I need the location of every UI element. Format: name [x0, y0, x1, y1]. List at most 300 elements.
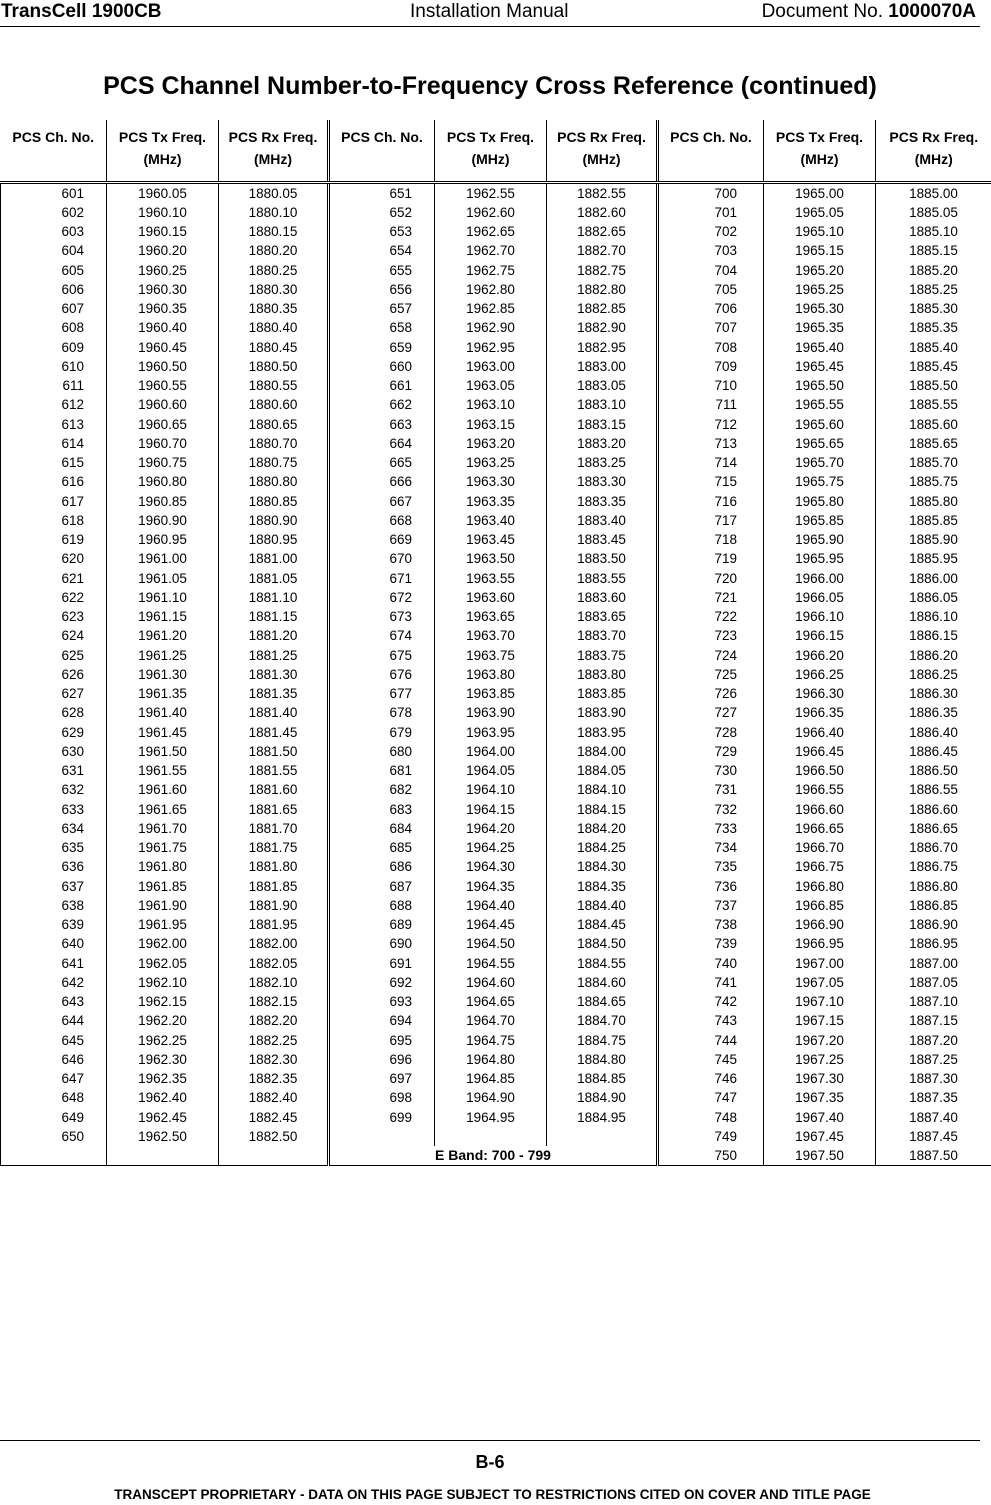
table-row [1, 492, 991, 511]
table-cell: 1880.35 [219, 299, 329, 318]
table-cell: 1883.95 [547, 723, 658, 742]
table-header-row [1, 120, 991, 182]
table-cell: 1883.60 [547, 588, 658, 607]
table-cell: 1961.00 [107, 549, 219, 568]
table-cell: 722 [658, 607, 764, 626]
table-cell: 1964.55 [435, 954, 547, 973]
table-cell: 1882.60 [547, 203, 658, 222]
table-cell: 1961.55 [107, 761, 219, 780]
table-row [1, 1050, 991, 1069]
table-cell: 639 [1, 915, 107, 934]
table-cell: 1880.90 [219, 511, 329, 530]
table-row [1, 453, 991, 472]
table-cell: 749 [658, 1127, 764, 1146]
table-cell: 1884.25 [547, 838, 658, 857]
table-cell: 614 [1, 434, 107, 453]
table-cell: 1882.05 [219, 954, 329, 973]
table-cell: 1967.15 [764, 1011, 876, 1030]
table-cell: 672 [329, 588, 435, 607]
table-cell: 724 [658, 646, 764, 665]
product-name: TransCell 1900CB [1, 1, 162, 22]
table-cell: 1885.65 [876, 434, 991, 453]
table-cell: 731 [658, 780, 764, 799]
table-cell: 1886.65 [876, 819, 991, 838]
column-header [219, 120, 329, 182]
table-cell: 1962.05 [107, 954, 219, 973]
table-cell: 692 [329, 973, 435, 992]
table-cell: 1886.50 [876, 761, 991, 780]
page-header [0, 0, 980, 27]
table-cell: 1887.20 [876, 1031, 991, 1050]
table-row [1, 838, 991, 857]
table-cell: 623 [1, 607, 107, 626]
table-cell: 664 [329, 434, 435, 453]
table-row [1, 569, 991, 588]
table-cell: 1883.75 [547, 646, 658, 665]
table-cell: 1962.85 [435, 299, 547, 318]
table-cell: 1881.30 [219, 665, 329, 684]
table-cell: 1880.50 [219, 357, 329, 376]
table-cell: 1885.35 [876, 318, 991, 337]
table-cell: 665 [329, 453, 435, 472]
table-cell: 1887.10 [876, 992, 991, 1011]
table-row [1, 934, 991, 953]
table-cell: 703 [658, 241, 764, 260]
table-cell: 700 [658, 182, 764, 203]
table-cell: 1882.75 [547, 261, 658, 280]
table-cell: 738 [658, 915, 764, 934]
table-cell: 1964.20 [435, 819, 547, 838]
table-cell: 1965.95 [764, 549, 876, 568]
table-cell: 1881.60 [219, 780, 329, 799]
table-cell: 1886.75 [876, 857, 991, 876]
table-cell: 1966.55 [764, 780, 876, 799]
column-header-unit: (MHz) [800, 151, 839, 167]
table-cell: 735 [658, 857, 764, 876]
table-cell: 1962.75 [435, 261, 547, 280]
table-cell: 1962.30 [107, 1050, 219, 1069]
table-cell: 1963.15 [435, 415, 547, 434]
table-cell: 1967.30 [764, 1069, 876, 1088]
table-cell: 1967.50 [764, 1146, 876, 1166]
table-cell: 1886.00 [876, 569, 991, 588]
table-cell: 1964.50 [435, 934, 547, 953]
table-cell: 1883.30 [547, 472, 658, 491]
table-cell: 741 [658, 973, 764, 992]
table-cell: 1880.15 [219, 222, 329, 241]
table-cell: 689 [329, 915, 435, 934]
table-cell: 716 [658, 492, 764, 511]
table-body [1, 182, 991, 1166]
table-cell: 1963.90 [435, 703, 547, 722]
table-cell: 1883.55 [547, 569, 658, 588]
table-cell: 1960.60 [107, 395, 219, 414]
table-cell: 1882.45 [219, 1108, 329, 1127]
table-cell: 659 [329, 338, 435, 357]
table-cell: 1886.15 [876, 626, 991, 645]
table-cell: 1963.55 [435, 569, 547, 588]
table-cell: 739 [658, 934, 764, 953]
table-cell: 627 [1, 684, 107, 703]
table-cell: 729 [658, 742, 764, 761]
table-cell: 1964.00 [435, 742, 547, 761]
table-cell: 709 [658, 357, 764, 376]
table-cell: 1964.15 [435, 800, 547, 819]
table-cell: 1962.40 [107, 1088, 219, 1107]
table-cell: 743 [658, 1011, 764, 1030]
table-cell: 1883.90 [547, 703, 658, 722]
table-row [1, 723, 991, 742]
table-cell: 684 [329, 819, 435, 838]
doc-number-label: Document No. [761, 1, 884, 22]
table-cell: 688 [329, 896, 435, 915]
table-cell: 1884.10 [547, 780, 658, 799]
table-cell: 717 [658, 511, 764, 530]
table-cell: 1884.40 [547, 896, 658, 915]
column-header-label: PCS Tx Freq. [118, 129, 207, 145]
table-cell: 653 [329, 222, 435, 241]
table-row [1, 395, 991, 414]
table-cell: 1887.30 [876, 1069, 991, 1088]
table-cell: 612 [1, 395, 107, 414]
table-cell: 1880.70 [219, 434, 329, 453]
table-cell: 1961.80 [107, 857, 219, 876]
table-cell: 1884.15 [547, 800, 658, 819]
table-cell: 696 [329, 1050, 435, 1069]
table-cell: 1962.60 [435, 203, 547, 222]
column-header-unit: (MHz) [143, 151, 182, 167]
table-cell: 646 [1, 1050, 107, 1069]
table-cell: 1965.15 [764, 241, 876, 260]
table-cell: 651 [329, 182, 435, 203]
table-cell: 694 [329, 1011, 435, 1030]
table-cell: 708 [658, 338, 764, 357]
table-cell: 632 [1, 780, 107, 799]
column-header [658, 120, 764, 182]
table-cell: 1887.35 [876, 1088, 991, 1107]
table-cell: 622 [1, 588, 107, 607]
table-cell: 677 [329, 684, 435, 703]
table-cell: 1963.30 [435, 472, 547, 491]
table-cell: 1963.00 [435, 357, 547, 376]
table-cell: 1885.20 [876, 261, 991, 280]
table-cell: 1963.05 [435, 376, 547, 395]
table-cell: 740 [658, 954, 764, 973]
table-cell: 1885.55 [876, 395, 991, 414]
table-cell: 1960.90 [107, 511, 219, 530]
page-number: B-6 [475, 1452, 505, 1472]
table-row [1, 626, 991, 645]
table-row [1, 376, 991, 395]
table-cell: 1960.55 [107, 376, 219, 395]
column-header [876, 120, 991, 182]
table-row [1, 280, 991, 299]
table-row [1, 1127, 991, 1146]
table-cell: 1963.70 [435, 626, 547, 645]
table-cell: 1884.30 [547, 857, 658, 876]
table-cell: 1880.30 [219, 280, 329, 299]
table-row [1, 434, 991, 453]
table-row [1, 819, 991, 838]
table-cell [329, 1127, 435, 1146]
table-cell: 679 [329, 723, 435, 742]
table-row [1, 549, 991, 568]
table-cell: 1963.25 [435, 453, 547, 472]
table-cell: 1962.80 [435, 280, 547, 299]
table-cell: 676 [329, 665, 435, 684]
table-cell: 660 [329, 357, 435, 376]
table-cell: 723 [658, 626, 764, 645]
table-cell: 681 [329, 761, 435, 780]
table-cell: 1881.70 [219, 819, 329, 838]
table-cell: 1884.05 [547, 761, 658, 780]
column-header-label: PCS Tx Freq. [446, 129, 535, 145]
table-cell: 1886.30 [876, 684, 991, 703]
table-row [1, 857, 991, 876]
table-cell: 1961.75 [107, 838, 219, 857]
table-cell: 1964.05 [435, 761, 547, 780]
table-cell: 705 [658, 280, 764, 299]
table-cell: 1963.75 [435, 646, 547, 665]
table-cell: 1882.55 [547, 182, 658, 203]
table-cell: 1880.85 [219, 492, 329, 511]
table-cell: 1881.80 [219, 857, 329, 876]
table-cell: 624 [1, 626, 107, 645]
table-cell: 608 [1, 318, 107, 337]
table-cell: 1884.55 [547, 954, 658, 973]
table-cell: 609 [1, 338, 107, 357]
column-header [1, 120, 107, 182]
table-row [1, 646, 991, 665]
table-cell: 1960.15 [107, 222, 219, 241]
table-cell: 1885.25 [876, 280, 991, 299]
table-cell: 1965.90 [764, 530, 876, 549]
table-cell: 1964.45 [435, 915, 547, 934]
table-cell: 1963.95 [435, 723, 547, 742]
table-cell: 1886.55 [876, 780, 991, 799]
table-cell: 1963.45 [435, 530, 547, 549]
table-cell: 654 [329, 241, 435, 260]
table-cell: 1963.60 [435, 588, 547, 607]
table-row [1, 742, 991, 761]
table-row [1, 877, 991, 896]
table-cell: 1966.35 [764, 703, 876, 722]
table-cell: 1884.20 [547, 819, 658, 838]
table-cell: 695 [329, 1031, 435, 1050]
table-row [1, 992, 991, 1011]
table-cell: 1882.50 [219, 1127, 329, 1146]
table-cell: 1884.75 [547, 1031, 658, 1050]
table-cell [1, 1146, 107, 1166]
table-cell: 601 [1, 182, 107, 203]
table-row [1, 261, 991, 280]
table-cell: 603 [1, 222, 107, 241]
table-cell: 1887.25 [876, 1050, 991, 1069]
table-cell: 747 [658, 1088, 764, 1107]
table-cell: 1887.15 [876, 1011, 991, 1030]
column-header [547, 120, 658, 182]
table-cell: 697 [329, 1069, 435, 1088]
table-cell: 720 [658, 569, 764, 588]
table-cell: 1882.85 [547, 299, 658, 318]
table-cell: 1960.80 [107, 472, 219, 491]
table-cell: 714 [658, 453, 764, 472]
table-cell: 691 [329, 954, 435, 973]
column-header-unit: (MHz) [914, 151, 953, 167]
table-cell: 1885.15 [876, 241, 991, 260]
table-cell: 657 [329, 299, 435, 318]
table-cell: 1966.10 [764, 607, 876, 626]
table-cell: 638 [1, 896, 107, 915]
table-cell: 1884.35 [547, 877, 658, 896]
table-cell: 704 [658, 261, 764, 280]
table-cell: 1886.90 [876, 915, 991, 934]
table-cell: 1883.20 [547, 434, 658, 453]
table-cell: 1963.10 [435, 395, 547, 414]
table-cell: 1881.40 [219, 703, 329, 722]
table-cell: 1887.45 [876, 1127, 991, 1146]
table-cell: 1881.90 [219, 896, 329, 915]
table-cell: 712 [658, 415, 764, 434]
table-cell: 718 [658, 530, 764, 549]
table-row [1, 511, 991, 530]
table-cell: 1964.35 [435, 877, 547, 896]
table-cell: 674 [329, 626, 435, 645]
table-cell: 1965.20 [764, 261, 876, 280]
table-cell: 652 [329, 203, 435, 222]
band-note: E Band: 700 - 799 [329, 1146, 658, 1166]
table-cell: 648 [1, 1088, 107, 1107]
column-header-unit: (MHz) [253, 151, 293, 167]
table-row [1, 357, 991, 376]
table-cell: 1880.80 [219, 472, 329, 491]
table-cell: 728 [658, 723, 764, 742]
column-header-label: PCS Tx Freq. [775, 129, 864, 145]
table-cell: 1884.85 [547, 1069, 658, 1088]
table-cell: 642 [1, 973, 107, 992]
table-cell: 1882.65 [547, 222, 658, 241]
doc-number [762, 1, 976, 23]
table-cell: 1886.95 [876, 934, 991, 953]
table-cell: 1962.15 [107, 992, 219, 1011]
table-cell: 713 [658, 434, 764, 453]
table-cell: 1880.25 [219, 261, 329, 280]
table-cell: 1885.75 [876, 472, 991, 491]
table-cell: 1885.05 [876, 203, 991, 222]
table-cell: 746 [658, 1069, 764, 1088]
table-cell: 1883.70 [547, 626, 658, 645]
table-cell: 1966.45 [764, 742, 876, 761]
table-cell: 1960.30 [107, 280, 219, 299]
table-cell: 1965.55 [764, 395, 876, 414]
column-header [107, 120, 219, 182]
table-cell: 727 [658, 703, 764, 722]
table-cell: 645 [1, 1031, 107, 1050]
table-cell: 1881.05 [219, 569, 329, 588]
table-cell: 1885.60 [876, 415, 991, 434]
table-cell [219, 1146, 329, 1166]
table-cell: 693 [329, 992, 435, 1011]
table-cell: 1965.00 [764, 182, 876, 203]
table-cell: 1886.20 [876, 646, 991, 665]
table-cell: 1960.20 [107, 241, 219, 260]
table-cell: 1961.60 [107, 780, 219, 799]
column-header-label: PCS Ch. No. [341, 129, 423, 145]
table-cell: 1880.95 [219, 530, 329, 549]
table-cell: 1882.90 [547, 318, 658, 337]
table-cell: 1966.50 [764, 761, 876, 780]
table-cell: 1887.50 [876, 1146, 991, 1166]
table-row [1, 1146, 991, 1166]
table-cell: 1885.45 [876, 357, 991, 376]
table-cell: 1880.55 [219, 376, 329, 395]
table-cell: 1883.35 [547, 492, 658, 511]
table-cell: 1964.80 [435, 1050, 547, 1069]
table-cell: 666 [329, 472, 435, 491]
table-cell: 1960.65 [107, 415, 219, 434]
table-cell: 1885.70 [876, 453, 991, 472]
table-cell: 1883.25 [547, 453, 658, 472]
table-cell: 725 [658, 665, 764, 684]
table-cell: 1962.55 [435, 182, 547, 203]
table-cell: 1880.45 [219, 338, 329, 357]
column-header-label: PCS Ch. No. [12, 129, 95, 145]
table-cell: 1960.40 [107, 318, 219, 337]
table-cell: 606 [1, 280, 107, 299]
table-cell: 1961.90 [107, 896, 219, 915]
table-cell: 1961.20 [107, 626, 219, 645]
table-cell: 616 [1, 472, 107, 491]
table-cell: 1964.90 [435, 1088, 547, 1107]
table-cell: 1885.90 [876, 530, 991, 549]
table-cell: 1964.65 [435, 992, 547, 1011]
table-cell: 1964.40 [435, 896, 547, 915]
table-cell: 1886.35 [876, 703, 991, 722]
table-cell: 1967.05 [764, 973, 876, 992]
table-cell: 1886.10 [876, 607, 991, 626]
table-cell: 1961.70 [107, 819, 219, 838]
table-cell: 1960.95 [107, 530, 219, 549]
table-cell: 1967.10 [764, 992, 876, 1011]
table-cell: 732 [658, 800, 764, 819]
footer-divider [0, 1440, 980, 1441]
table-cell: 602 [1, 203, 107, 222]
table-cell: 1880.65 [219, 415, 329, 434]
table-cell: 1883.50 [547, 549, 658, 568]
table-cell: 1884.95 [547, 1108, 658, 1127]
table-cell: 1886.05 [876, 588, 991, 607]
table-cell: 1966.15 [764, 626, 876, 645]
table-cell: 1965.50 [764, 376, 876, 395]
table-cell: 1884.90 [547, 1088, 658, 1107]
table-cell: 1967.20 [764, 1031, 876, 1050]
table-cell: 649 [1, 1108, 107, 1127]
table-cell: 719 [658, 549, 764, 568]
table-cell: 1962.65 [435, 222, 547, 241]
table-cell: 1965.25 [764, 280, 876, 299]
table-cell: 1882.95 [547, 338, 658, 357]
table-row [1, 1108, 991, 1127]
table-cell: 1961.05 [107, 569, 219, 588]
table-cell: 1882.10 [219, 973, 329, 992]
table-cell: 670 [329, 549, 435, 568]
table-cell: 640 [1, 934, 107, 953]
table-row [1, 338, 991, 357]
table-cell: 1885.50 [876, 376, 991, 395]
table-cell: 1961.95 [107, 915, 219, 934]
table-cell: 1881.50 [219, 742, 329, 761]
table-cell: 1961.85 [107, 877, 219, 896]
